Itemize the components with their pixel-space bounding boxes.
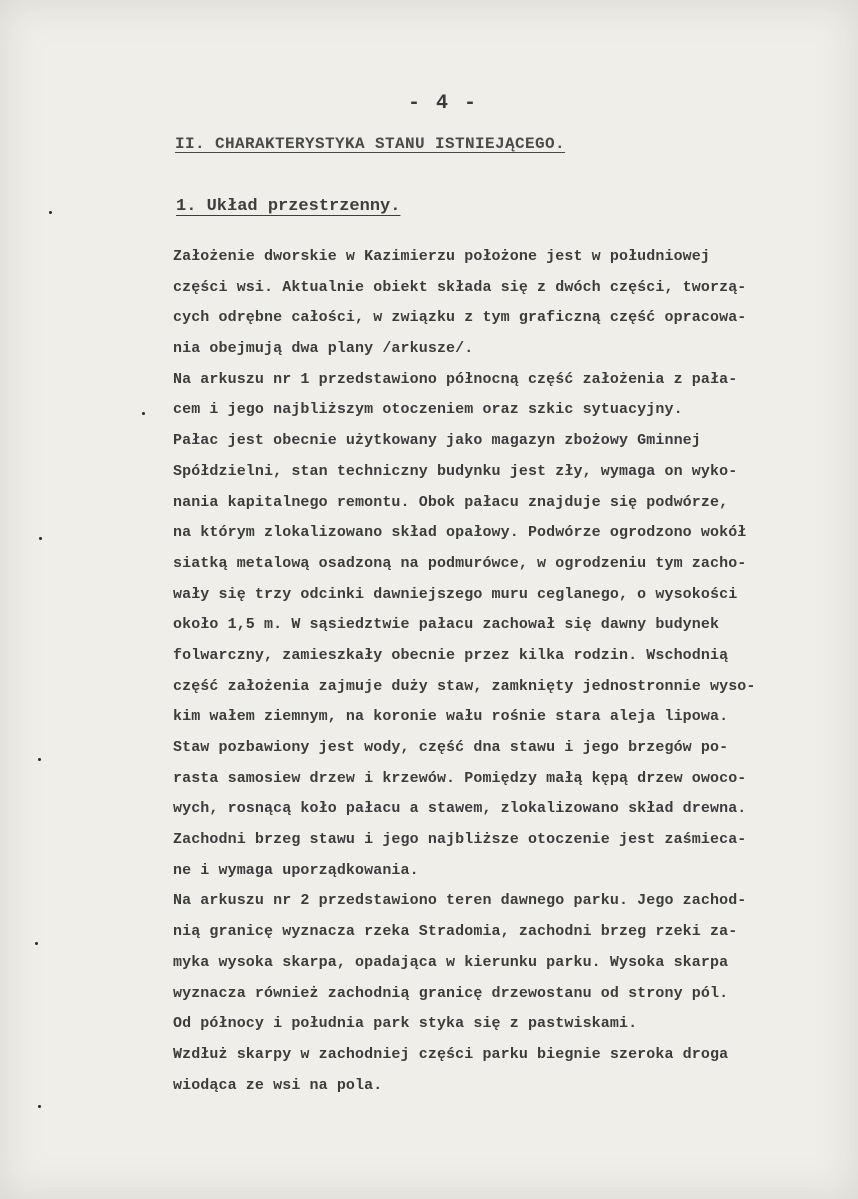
body-line: Na arkuszu nr 2 przedstawiono teren dawnego parku. Jego zachod- bbox=[173, 892, 747, 910]
body-line: część założenia zajmuje duży staw, zamknięty jednostronnie wyso- bbox=[173, 677, 756, 695]
body-line: części wsi. Aktualnie obiekt składa się z dwóch części, tworzą- bbox=[173, 278, 747, 296]
page-number: - 4 - bbox=[408, 92, 479, 115]
body-line: nania kapitalnego remontu. Obok pałacu znajduje się podwórze, bbox=[173, 493, 729, 511]
body-line: siatką metalową osadzoną na podmurówce, w ogrodzeniu tym zacho- bbox=[173, 554, 747, 572]
body-line: nią granicę wyznacza rzeka Stradomia, zachodni brzeg rzeki za- bbox=[173, 923, 738, 941]
body-line: nia obejmują dwa plany /arkusze/. bbox=[173, 340, 474, 358]
body-line: folwarczny, zamieszkały obecnie przez kilka rodzin. Wschodnią bbox=[173, 646, 729, 664]
body-line: około 1,5 m. W sąsiedztwie pałacu zachował się dawny budynek bbox=[173, 616, 720, 634]
margin-dot bbox=[39, 537, 42, 540]
body-line: myka wysoka skarpa, opadająca w kierunku parku. Wysoka skarpa bbox=[173, 953, 729, 971]
body-line: Pałac jest obecnie użytkowany jako magazyn zbożowy Gminnej bbox=[173, 432, 701, 450]
body-line: wyznacza również zachodnią granicę drzewostanu od strony pól. bbox=[173, 984, 729, 1002]
margin-dot bbox=[142, 412, 145, 415]
subsection-title: 1. Układ przestrzenny. bbox=[176, 197, 401, 216]
body-line: wały się trzy odcinki dawniejszego muru ceglanego, o wysokości bbox=[173, 585, 738, 603]
body-line: cem i jego najbliższym otoczeniem oraz szkic sytuacyjny. bbox=[173, 401, 683, 419]
body-line: Spółdzielni, stan techniczny budynku jest zły, wymaga on wyko- bbox=[173, 462, 738, 480]
section-title: II. CHARAKTERYSTYKA STANU ISTNIEJĄCEGO. bbox=[175, 135, 566, 153]
body-line: cych odrębne całości, w związku z tym graficzną część opracowa- bbox=[173, 309, 747, 327]
body-line: Założenie dworskie w Kazimierzu położone jest w południowej bbox=[173, 248, 710, 265]
margin-dot bbox=[38, 758, 41, 761]
body-line: ne i wymaga uporządkowania. bbox=[173, 861, 419, 879]
margin-dot bbox=[38, 1105, 41, 1108]
body-line: Zachodni brzeg stawu i jego najbliższe otoczenie jest zaśmieca- bbox=[173, 831, 747, 849]
body-line: na którym zlokalizowano skład opałowy. Podwórze ogrodzono wokół bbox=[173, 524, 747, 542]
margin-dot bbox=[35, 942, 38, 945]
body-line: Staw pozbawiony jest wody, część dna stawu i jego brzegów po- bbox=[173, 739, 729, 756]
body-line: Od północy i południa park styka się z pastwiskami. bbox=[173, 1015, 638, 1033]
body-text bbox=[173, 242, 845, 1101]
body-line: Na arkuszu nr 1 przedstawiono północną część założenia z pała- bbox=[173, 370, 738, 388]
body-line: wiodąca ze wsi na pola. bbox=[173, 1076, 383, 1094]
body-line: kim wałem ziemnym, na koronie wału rośnie stara aleja lipowa. bbox=[173, 708, 729, 726]
body-line: Wzdłuż skarpy w zachodniej części parku biegnie szeroka droga bbox=[173, 1045, 729, 1063]
margin-dot bbox=[49, 211, 52, 214]
body-line: rasta samosiew drzew i krzewów. Pomiędzy małą kępą drzew owoco- bbox=[173, 769, 747, 787]
body-line: wych, rosnącą koło pałacu a stawem, zlokalizowano skład drewna. bbox=[173, 800, 747, 818]
